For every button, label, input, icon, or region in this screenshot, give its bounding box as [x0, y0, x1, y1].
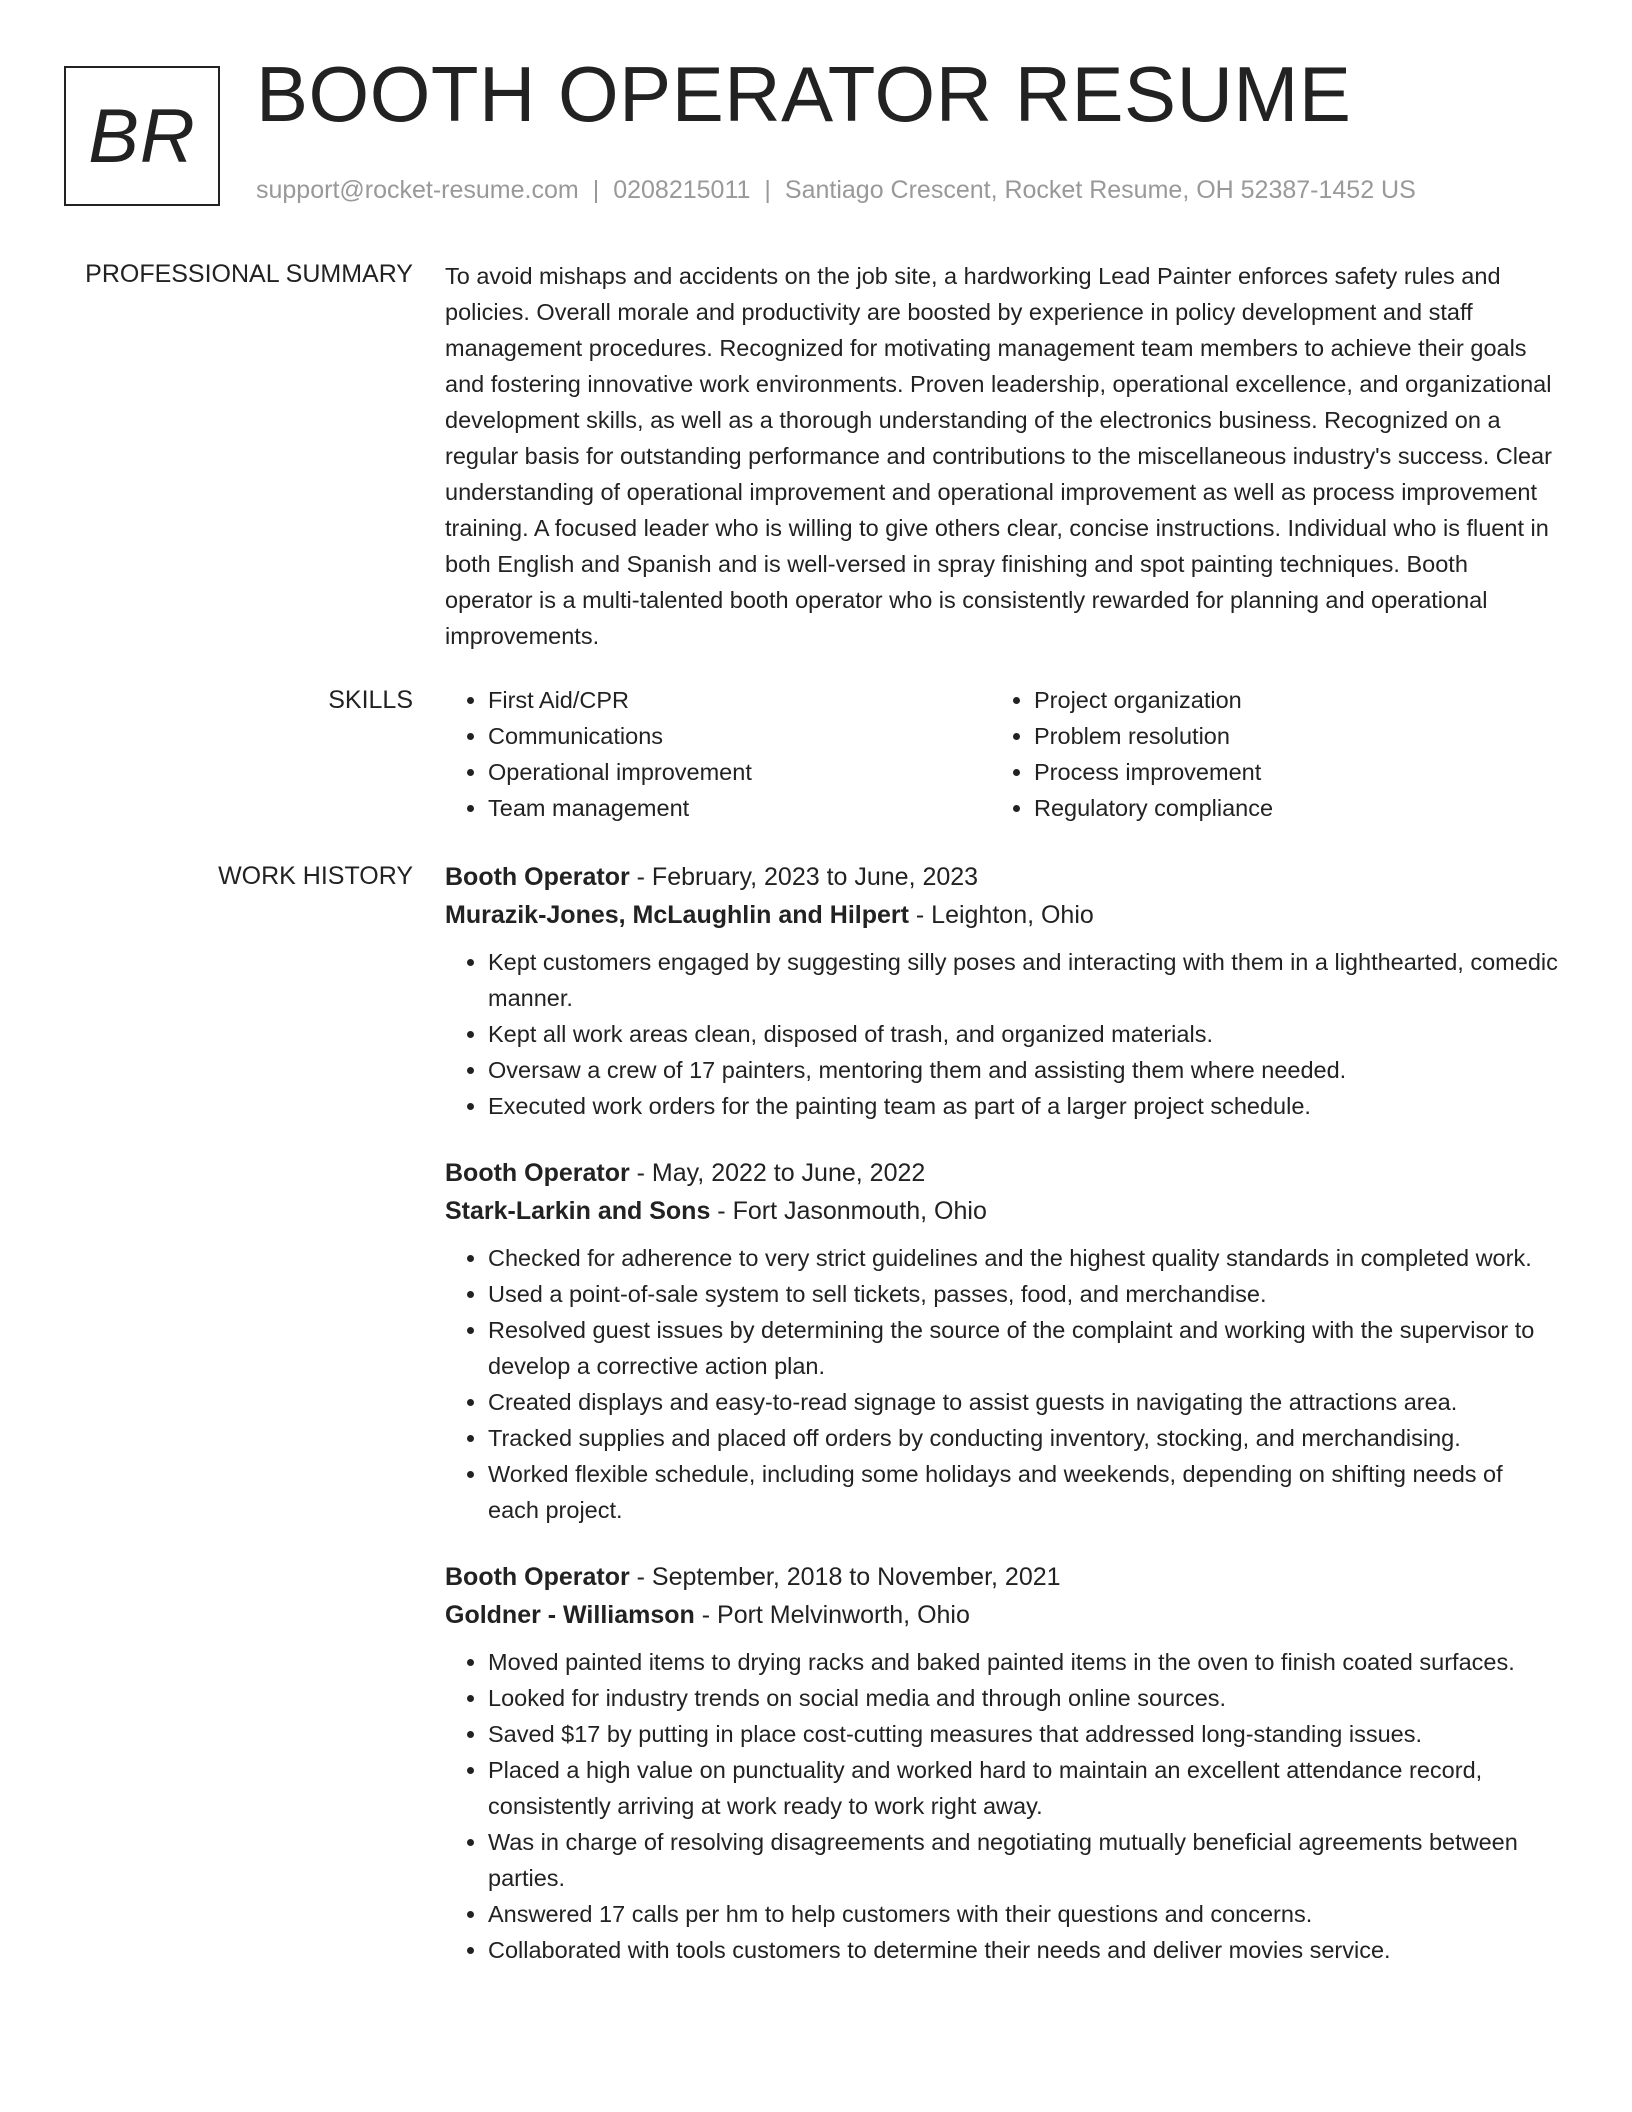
job-dates: - May, 2022 to June, 2022 — [629, 1159, 926, 1187]
job-entry — [445, 858, 1560, 1124]
job-title: Booth Operator — [445, 863, 630, 891]
job-bullet: • Used a point-of-sale system to sell tickets, passes, food, and merchandise. — [488, 1276, 1560, 1312]
job-employer — [445, 1192, 1560, 1230]
job-bullets — [445, 1644, 1560, 1968]
monogram-initials: BR — [88, 93, 196, 179]
job-bullet: • Worked flexible schedule, including some holidays and weekends, depending on shifting needs of each project. — [488, 1456, 1560, 1528]
job-dates: - February, 2023 to June, 2023 — [629, 863, 979, 891]
job-entry — [445, 1154, 1560, 1528]
contact-separator: | — [764, 176, 771, 204]
summary-body — [445, 258, 1560, 654]
monogram-box — [64, 66, 220, 206]
section-label-summary: PROFESSIONAL SUMMARY — [85, 260, 413, 288]
job-heading — [445, 1558, 1560, 1596]
contact-line — [256, 172, 1416, 208]
job-bullets — [445, 1240, 1560, 1528]
job-dates: - September, 2018 to November, 2021 — [629, 1563, 1061, 1591]
work-history-body — [445, 858, 1560, 1998]
summary-text: To avoid mishaps and accidents on the job site, a hardworking Lead Painter enforces safety rules and policies. Overall morale and productivity are boosted by experience in policy development and staff management procedures. Recognized for motivating management team members to achieve their goals and fostering innovative work environments. Proven leadership, operational excellence, and organizational development skills, as well as a thorough understanding of the electronics business. Recognized on a regular basis for outstanding performance and contributions to the miscellaneous industry's success. Clear understanding of operational improvement and operational improvement as well as process improvement training. A focused leader who is willing to give others clear, concise instructions. Individual who is fluent in both English and Spanish and is well-versed in spray finishing and spot painting techniques. Booth operator is a multi-talented booth operator who is consistently rewarded for planning and operational improvements. — [445, 263, 1552, 649]
job-employer — [445, 1596, 1560, 1634]
skill-item: • First Aid/CPR — [488, 682, 991, 718]
job-bullet: • Saved $17 by putting in place cost-cutting measures that addressed long-standing issues. — [488, 1716, 1560, 1752]
job-bullet: • Placed a high value on punctuality and worked hard to maintain an excellent attendance record, consistently arriving at work ready to work right away. — [488, 1752, 1560, 1824]
job-bullet: • Oversaw a crew of 17 painters, mentoring them and assisting them where needed. — [488, 1052, 1560, 1088]
skill-item: • Communications — [488, 718, 991, 754]
job-location: - Fort Jasonmouth, Ohio — [710, 1197, 987, 1225]
skills-column-right — [991, 682, 1537, 826]
job-bullet: • Kept all work areas clean, disposed of trash, and organized materials. — [488, 1016, 1560, 1052]
job-bullet: • Collaborated with tools customers to determine their needs and deliver movies service. — [488, 1932, 1560, 1968]
skill-item: • Team management — [488, 790, 991, 826]
job-bullet: • Checked for adherence to very strict guidelines and the highest quality standards in completed work. — [488, 1240, 1560, 1276]
skill-item: • Regulatory compliance — [1034, 790, 1537, 826]
contact-email: support@rocket-resume.com — [256, 176, 579, 204]
job-company: Murazik-Jones, McLaughlin and Hilpert — [445, 901, 909, 929]
skill-item: • Problem resolution — [1034, 718, 1537, 754]
job-employer — [445, 896, 1560, 934]
job-bullet: • Executed work orders for the painting team as part of a larger project schedule. — [488, 1088, 1560, 1124]
job-heading — [445, 1154, 1560, 1192]
job-bullet: • Looked for industry trends on social media and through online sources. — [488, 1680, 1560, 1716]
job-company: Goldner - Williamson — [445, 1601, 695, 1629]
contact-phone: 0208215011 — [613, 176, 751, 204]
job-bullet: • Tracked supplies and placed off orders by conducting inventory, stocking, and merchandising. — [488, 1420, 1560, 1456]
contact-address: Santiago Crescent, Rocket Resume, OH 52387-1452 US — [784, 176, 1416, 204]
job-bullets — [445, 944, 1560, 1124]
skill-item: • Operational improvement — [488, 754, 991, 790]
job-bullet: • Kept customers engaged by suggesting silly poses and interacting with them in a lighthearted, comedic manner. — [488, 944, 1560, 1016]
job-bullet: • Was in charge of resolving disagreements and negotiating mutually beneficial agreements between parties. — [488, 1824, 1560, 1896]
job-entry — [445, 1558, 1560, 1968]
job-heading — [445, 858, 1560, 896]
job-bullet: • Moved painted items to drying racks and baked painted items in the oven to finish coated surfaces. — [488, 1644, 1560, 1680]
section-label-skills: SKILLS — [328, 686, 413, 714]
job-title: Booth Operator — [445, 1563, 630, 1591]
section-label-work: WORK HISTORY — [218, 862, 413, 890]
skills-list — [445, 682, 1560, 826]
skill-item: • Process improvement — [1034, 754, 1537, 790]
page-title: BOOTH OPERATOR RESUME — [256, 50, 1352, 138]
skills-column-left — [445, 682, 991, 826]
contact-separator: | — [592, 176, 600, 204]
skill-item: • Project organization — [1034, 682, 1537, 718]
job-bullet: • Answered 17 calls per hm to help customers with their questions and concerns. — [488, 1896, 1560, 1932]
job-location: - Leighton, Ohio — [908, 901, 1094, 929]
job-location: - Port Melvinworth, Ohio — [694, 1601, 970, 1629]
job-bullet: • Created displays and easy-to-read signage to assist guests in navigating the attractions area. — [488, 1384, 1560, 1420]
job-company: Stark-Larkin and Sons — [445, 1197, 711, 1225]
job-bullet: • Resolved guest issues by determining the source of the complaint and working with the supervisor to develop a corrective action plan. — [488, 1312, 1560, 1384]
job-title: Booth Operator — [445, 1159, 630, 1187]
